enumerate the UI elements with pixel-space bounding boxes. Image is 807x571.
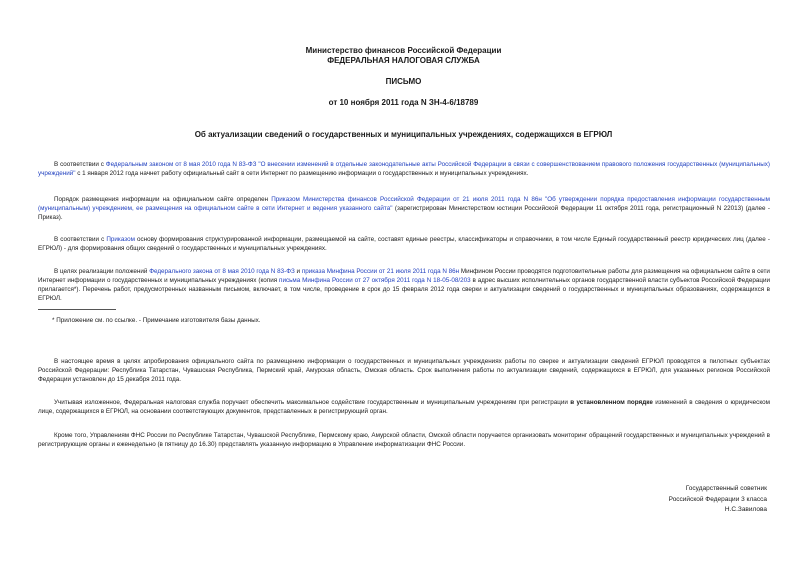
p4-text-1: В целях реализации положений (54, 268, 150, 275)
p2-text-2: (зарегистрирован Министерством юстиции Российской Федерации 11 октября 2011 года, регистрационный N 22013) (далее - Приказ). (38, 205, 771, 221)
paragraph-1 (38, 160, 770, 178)
p1-text-2: с 1 января 2012 года начнет работу официальный сайт в сети Интернет по размещению информации о государственных и муниципальных учреждениях. (75, 170, 529, 177)
paragraph-3 (38, 235, 770, 253)
ministry-name: Министерство финансов Российской Федерации (305, 46, 502, 55)
signature-title: Государственный советник (685, 485, 767, 492)
footnote: * Приложение см. по ссылке. - Примечание изготовителя базы данных. (52, 317, 261, 324)
minfin-letter-link[interactable]: письма Минфина России от 27 октября 2011 года N 18-05-08/203 (279, 277, 471, 284)
paragraph-6 (38, 398, 770, 416)
paragraph-5: В настоящее время в целях апробирования официального сайта по размещению информации о государственных и муниципальных учреждениях работы по сверке и актуализации сведений ЕГРЮЛ проводятся в пилотных субъектах Российской Федерации: Республика Татарстан, Чувашская Республика, Пермский край, Амурская область, Омская область. Срок выполнения работы по актуализации сведений, содержащихся в ЕГРЮЛ, для указанных регионов Российской Федерации установлен до 15 декабря 2011 года. (38, 358, 770, 383)
signature-rank: Российской Федерации 3 класса (668, 495, 767, 503)
p6-text-2: изменений в сведения о юридическом лице, содержащихся в ЕГРЮЛ, на основании соответствующих документов, представленных в регистрирующий орган. (38, 399, 770, 415)
paragraph-4 (38, 267, 770, 303)
p4-text-4: в адрес высших исполнительных органов государственной власти субъектов Российской Федерации прилагается*). Перечень работ, предусмотренных названным письмом, включает, в том числе, проведение в срок до 15 февраля 2012 года сверки и актуализации сведений о государственных и муниципальных образованиях, содержащихся в ЕГРЮЛ. (38, 277, 770, 302)
document-type: ПИСЬМО (385, 77, 422, 86)
minfin-86n-link[interactable]: приказа Минфина России от 21 июля 2011 года N 86н (301, 268, 460, 275)
p3-text-2: основу формирования структурированной информации, размещаемой на сайте, составят единые реестры, классификаторы и справочники, в том числе Единый государственный реестр юридических лиц (далее - ЕГРЮЛ) - для формирования общих сведений о государственных и муниципальных учреждениях. (38, 236, 770, 252)
footnote-divider (38, 309, 116, 310)
service-name: ФЕДЕРАЛЬНАЯ НАЛОГОВАЯ СЛУЖБА (327, 56, 480, 65)
signature-name: Н.С.Завилова (724, 506, 767, 513)
p2-text-1: Порядок размещения информации на официальном сайте определен (54, 196, 272, 203)
p4-text-2: и (294, 268, 302, 275)
paragraph-7: Кроме того, Управлениям ФНС России по Республике Татарстан, Чувашской Республике, Пермскому краю, Амурской области, Омской области поручается организовать мониторинг обращений государственных и муниципальных учреждений в регистрирующие органы и еженедельно (в пятницу до 16.30) представлять указанную информацию в Управление информатизации ФНС России. (38, 432, 770, 448)
federal-law-83fz-link[interactable]: Федерального закона от 8 мая 2010 года N 83-ФЗ (149, 268, 295, 275)
p4-text-3: Минфином России проводятся подготовительные работы для размещения на официальном сайте в сети Интернет информации о государственных и муниципальных учреждениях (копия (38, 268, 770, 284)
p1-text-1: В соответствии с (54, 161, 106, 168)
paragraph-2 (38, 195, 770, 222)
p6-text-1: Учитывая изложенное, Федеральная налоговая служба поручает обеспечить максимальное содействие государственным и муниципальным учреждениям при регистрации (54, 399, 571, 406)
document-subject: Об актуализации сведений о государственных и муниципальных учреждениях, содержащихся в ЕГРЮЛ (194, 130, 613, 139)
signature-block (669, 484, 767, 516)
p6-bold-text: в установленном порядке (570, 399, 653, 406)
document-number: от 10 ноября 2011 года N ЗН-4-6/18789 (328, 98, 479, 107)
minfin-order-link[interactable]: Приказом Министерства финансов Российской Федерации от 21 июля 2011 года N 86н "Об утверждении порядка предоставления информации государственным (муниципальным) учреждением, ее размещения на официальном сайте в сети Интернет и ведения указанного сайта" (38, 196, 771, 212)
p3-text-1: В соответствии с (54, 236, 107, 243)
order-link[interactable]: Приказом (106, 236, 135, 243)
federal-law-link[interactable]: Федеральным законом от 8 мая 2010 года N 83-ФЗ "О внесении изменений в отдельные законодательные акты Российской Федерации в связи с совершенствованием правового положения государственных (муниципальных) учреждений" (38, 161, 770, 177)
